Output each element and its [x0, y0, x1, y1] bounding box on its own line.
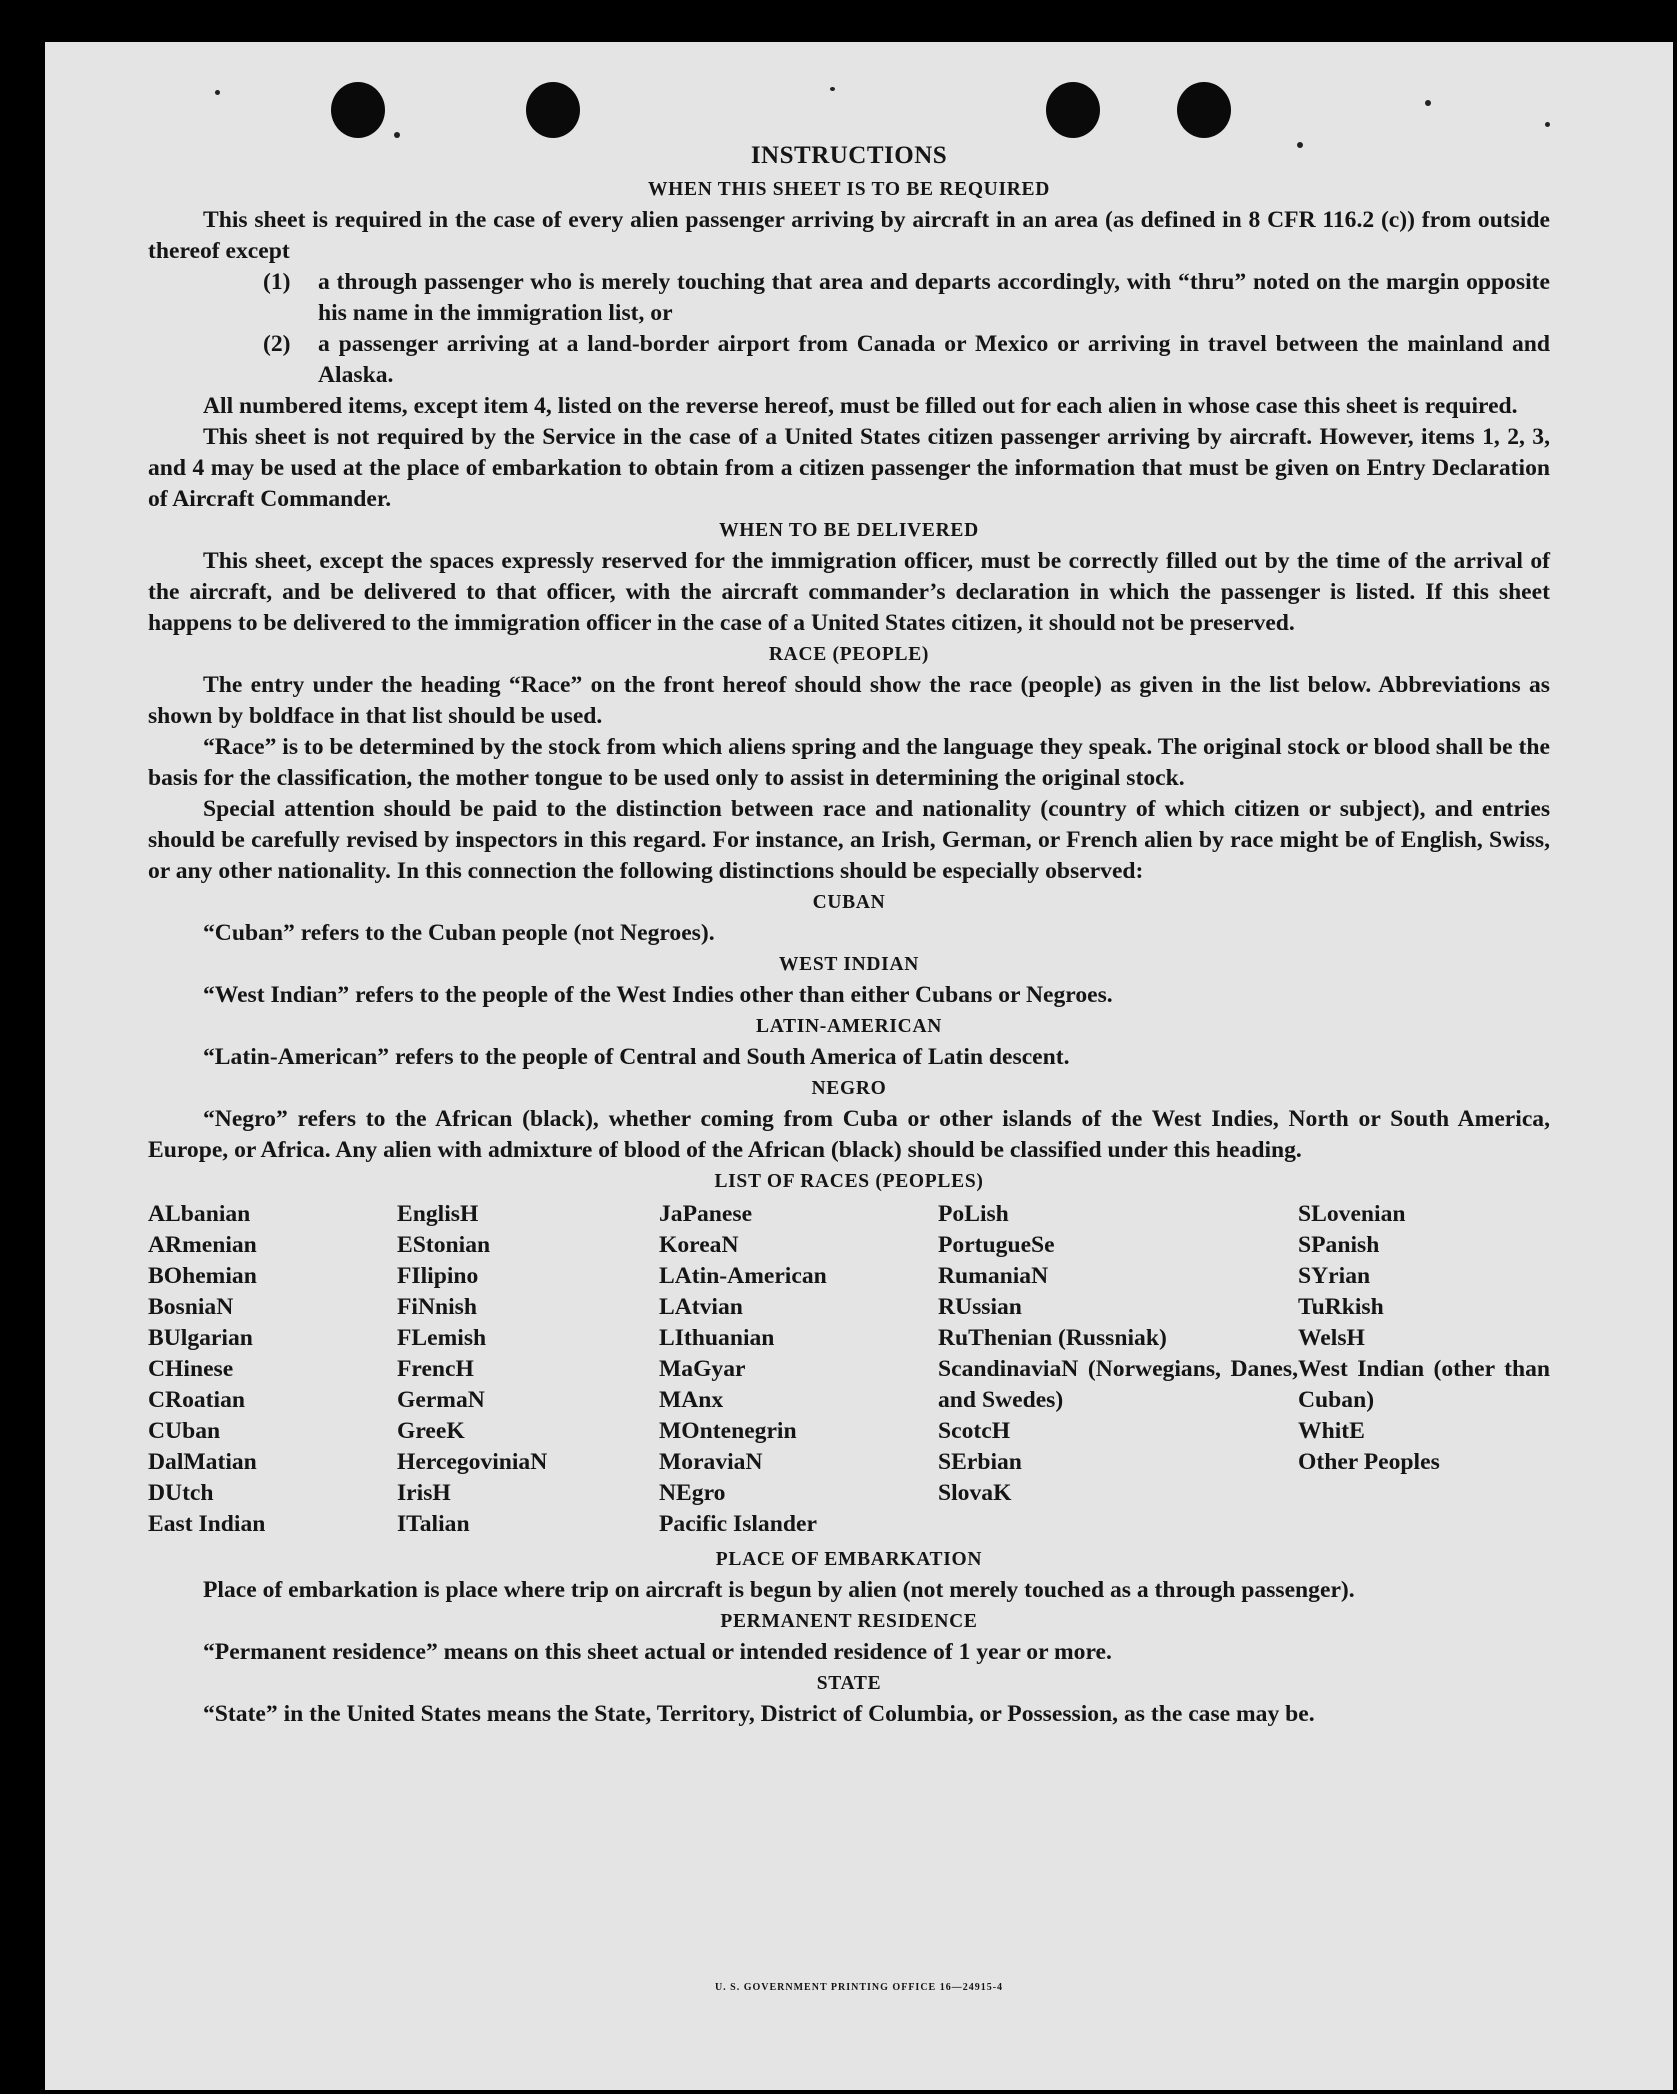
item-number: (2) [263, 331, 291, 357]
race-entry: ScandinaviaN (Norwegians, Danes, and Swedes) [938, 1356, 1298, 1413]
punch-hole [1177, 82, 1231, 138]
race-entry: FiNnish [397, 1294, 477, 1320]
race-entry: SLovenian [1298, 1201, 1406, 1227]
races-column [397, 1199, 659, 1540]
races-column [1298, 1199, 1550, 1540]
races-column [659, 1199, 938, 1540]
list-of-races-heading: LIST OF RACES (PEOPLES) [714, 1171, 984, 1192]
section-heading-cuban: CUBAN [812, 892, 886, 913]
document-sheet [45, 42, 1673, 2090]
race-entry: BOhemian [148, 1263, 257, 1289]
speck [1545, 122, 1550, 127]
cuban-paragraph: “Cuban” refers to the Cuban people (not Negroes). [203, 920, 715, 946]
race-paragraph: “Race” is to be determined by the stock from which aliens spring and the language they speak. The original stock or blood shall be the basis for the classification, the mother tongue to be used only to assist in determining the original stock. [148, 734, 1550, 791]
race-entry: FrencH [397, 1356, 474, 1382]
item-number: (1) [263, 269, 291, 295]
race-entry: DUtch [148, 1480, 214, 1506]
required-paragraph: All numbered items, except item 4, listed on the reverse hereof, must be filled out for each alien in whose case this sheet is required. [203, 393, 1518, 419]
delivered-paragraph: This sheet, except the spaces expressly reserved for the immigration officer, must be correctly filled out by the time of the arrival of the aircraft, and be delivered to that officer, with the aircraft commander’s declaration in which the passenger is listed. If this sheet happens to be delivered to the immigration officer in the case of a United States citizen, it should not be preserved. [148, 548, 1550, 636]
item-text: a through passenger who is merely touching that area and departs accordingly, with “thru” noted on the margin opposite his name in the immigration list, or [318, 269, 1550, 326]
section-heading-latin-american: LATIN-AMERICAN [755, 1016, 943, 1037]
speck [1425, 100, 1431, 106]
race-entry: West Indian (other than Cuban) [1298, 1356, 1550, 1413]
race-entry: ScotcH [938, 1418, 1011, 1444]
races-list [148, 1199, 1550, 1540]
race-entry: BosniaN [148, 1294, 234, 1320]
west-indian-paragraph: “West Indian” refers to the people of the West Indies other than either Cubans or Negroes. [203, 982, 1113, 1008]
race-entry: TuRkish [1298, 1294, 1384, 1320]
section-heading-delivered: WHEN TO BE DELIVERED [719, 520, 979, 541]
race-entry: CRoatian [148, 1387, 246, 1413]
race-entry: PoLish [938, 1201, 1009, 1227]
punch-hole [526, 82, 580, 138]
race-entry: SPanish [1298, 1232, 1380, 1258]
section-heading-embarkation: PLACE OF EMBARKATION [715, 1549, 983, 1570]
required-paragraph: This sheet is not required by the Service in the case of a United States citizen passenger arriving by aircraft. However, items 1, 2, 3, and 4 may be used at the place of embarkation to obtain from a citizen passenger the information that must be given on Entry Declaration of Aircraft Commander. [148, 424, 1550, 512]
speck [215, 90, 220, 95]
section-heading-state: STATE [816, 1673, 882, 1694]
race-entry: SErbian [938, 1449, 1022, 1475]
race-entry: CHinese [148, 1356, 234, 1382]
races-column [938, 1199, 1298, 1540]
race-entry: Pacific Islander [659, 1511, 817, 1537]
race-entry: MOntenegrin [659, 1418, 797, 1444]
item-text: a passenger arriving at a land-border airport from Canada or Mexico or arriving in travel between the mainland and Alaska. [318, 331, 1550, 388]
race-entry: FLemish [397, 1325, 487, 1351]
section-heading-race: RACE (PEOPLE) [768, 644, 930, 665]
section-heading-required: WHEN THIS SHEET IS TO BE REQUIRED [647, 179, 1051, 200]
race-entry: PortugueSe [938, 1232, 1055, 1258]
state-paragraph: “State” in the United States means the State, Territory, District of Columbia, or Possession, as the case may be. [203, 1701, 1315, 1727]
race-entry: KoreaN [659, 1232, 739, 1258]
race-entry: ARmenian [148, 1232, 257, 1258]
printing-office-footer: U. S. GOVERNMENT PRINTING OFFICE 16—24915-4 [714, 1982, 1004, 1993]
race-entry: LAtin-American [659, 1263, 827, 1289]
race-entry: WhitE [1298, 1418, 1365, 1444]
race-entry: MaGyar [659, 1356, 746, 1382]
race-entry: GreeK [397, 1418, 465, 1444]
punch-hole [1046, 82, 1100, 138]
latin-american-paragraph: “Latin-American” refers to the people of Central and South America of Latin descent. [203, 1044, 1070, 1070]
section-heading-residence: PERMANENT RESIDENCE [720, 1611, 978, 1632]
race-paragraph: Special attention should be paid to the distinction between race and nationality (country of which citizen or subject), and entries should be carefully revised by inspectors in this regard. For instance, an Irish, German, or French alien by race might be of English, Swiss, or any other nationality. In this connection the following distinctions should be especially observed: [148, 796, 1550, 884]
page-title: INSTRUCTIONS [750, 142, 948, 169]
races-column [148, 1199, 397, 1540]
race-entry: LIthuanian [659, 1325, 775, 1351]
embarkation-paragraph: Place of embarkation is place where trip on aircraft is begun by alien (not merely touched as a through passenger). [203, 1577, 1355, 1603]
residence-paragraph: “Permanent residence” means on this sheet actual or intended residence of 1 year or more. [203, 1639, 1112, 1665]
race-entry: IrisH [397, 1480, 451, 1506]
race-entry: BUlgarian [148, 1325, 253, 1351]
race-paragraph: The entry under the heading “Race” on the front hereof should show the race (people) as given in the list below. Abbreviations as shown by boldface in that list should be used. [148, 672, 1550, 729]
race-entry: JaPanese [659, 1201, 753, 1227]
race-entry: Other Peoples [1298, 1449, 1440, 1475]
race-entry: SlovaK [938, 1480, 1012, 1506]
race-entry: CUban [148, 1418, 221, 1444]
exception-item [148, 267, 1550, 329]
race-entry: ALbanian [148, 1201, 251, 1227]
section-heading-negro: NEGRO [811, 1078, 887, 1099]
race-entry: SYrian [1298, 1263, 1371, 1289]
race-entry: RUssian [938, 1294, 1022, 1320]
race-entry: DalMatian [148, 1449, 257, 1475]
race-entry: WelsH [1298, 1325, 1365, 1351]
punch-hole [331, 82, 385, 138]
race-entry: NEgro [659, 1480, 726, 1506]
race-entry: GermaN [397, 1387, 485, 1413]
race-entry: LAtvian [659, 1294, 743, 1320]
race-entry: ITalian [397, 1511, 470, 1537]
race-entry: EnglisH [397, 1201, 479, 1227]
required-intro: This sheet is required in the case of every alien passenger arriving by aircraft in an area (as defined in 8 CFR 116.2 (c)) from outside thereof except [148, 207, 1550, 264]
race-entry: MoraviaN [659, 1449, 763, 1475]
race-entry: RumaniaN [938, 1263, 1049, 1289]
race-entry: EStonian [397, 1232, 491, 1258]
instructions-content [148, 138, 1550, 1730]
race-entry: FIlipino [397, 1263, 479, 1289]
exception-item [148, 329, 1550, 391]
negro-paragraph: “Negro” refers to the African (black), whether coming from Cuba or other islands of the West Indies, North or South America, Europe, or Africa. Any alien with admixture of blood of the African (black) should be classified under this heading. [148, 1106, 1550, 1163]
race-entry: HercegoviniaN [397, 1449, 548, 1475]
speck [830, 87, 835, 91]
race-entry: RuThenian (Russniak) [938, 1325, 1167, 1351]
race-entry: East Indian [148, 1511, 266, 1537]
section-heading-west-indian: WEST INDIAN [778, 954, 920, 975]
race-entry: MAnx [659, 1387, 724, 1413]
